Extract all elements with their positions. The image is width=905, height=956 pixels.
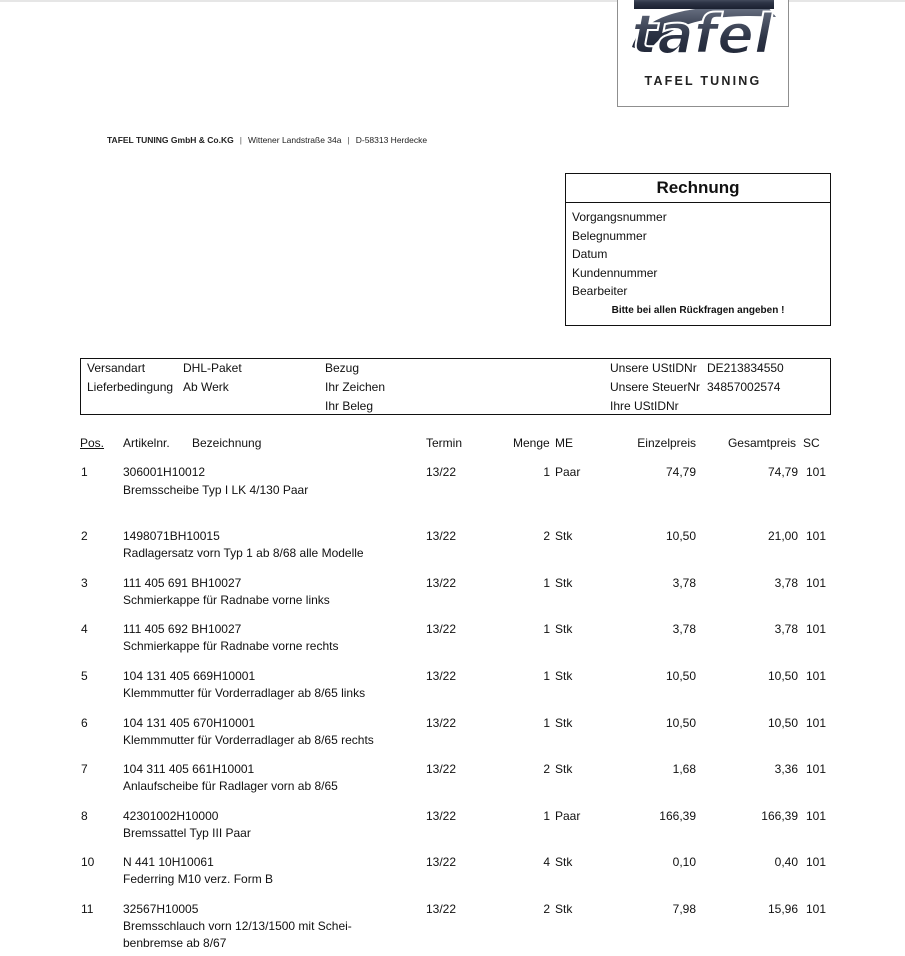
cell-bezeichnung: Klemmmutter für Vorderradlager ab 8/65 rechts <box>123 733 374 747</box>
label-belegnummer: Belegnummer <box>572 228 647 243</box>
cell-bezeichnung: Schmierkappe für Radnabe vorne links <box>123 593 330 607</box>
cell-sc: 101 <box>806 529 827 543</box>
cell-pos: 7 <box>81 762 88 776</box>
cell-me: Stk <box>555 576 573 590</box>
col-header-bezeichnung: Bezeichnung <box>192 436 262 450</box>
table-row <box>0 620 905 664</box>
cell-pos: 4 <box>81 622 88 636</box>
cell-termin: 13/22 <box>426 669 457 683</box>
cell-pos: 2 <box>81 529 88 543</box>
cell-termin: 13/22 <box>426 809 457 823</box>
invoice-note: Bitte bei allen Rückfragen angeben ! <box>611 305 785 316</box>
cell-me: Paar <box>555 809 581 823</box>
col-header-menge: Menge <box>513 436 550 450</box>
cell-einzelpreis: 74,79 <box>665 465 696 479</box>
svg-text:tafel: tafel <box>631 3 773 65</box>
cell-artikelnr: 1498071BH10015 <box>123 529 220 543</box>
cell-gesamtpreis: 0,40 <box>774 855 798 869</box>
ihr-zeichen-label: Ihr Zeichen <box>325 380 386 394</box>
cell-sc: 101 <box>806 576 827 590</box>
cell-artikelnr: 32567H10005 <box>123 902 199 916</box>
sender-address-line <box>107 135 427 145</box>
unsere-ustidnr-value: DE213834550 <box>707 361 784 375</box>
cell-pos: 6 <box>81 716 88 730</box>
table-row <box>0 760 905 804</box>
cell-sc: 101 <box>806 809 827 823</box>
cell-einzelpreis: 10,50 <box>665 716 696 730</box>
cell-gesamtpreis: 3,78 <box>774 576 798 590</box>
cell-einzelpreis: 3,78 <box>672 622 696 636</box>
cell-menge: 1 <box>543 669 550 683</box>
cell-bezeichnung: Radlagersatz vorn Typ 1 ab 8/68 alle Modelle <box>123 546 364 560</box>
cell-termin: 13/22 <box>426 902 457 916</box>
cell-pos: 8 <box>81 809 88 823</box>
cell-pos: 3 <box>81 576 88 590</box>
cell-me: Stk <box>555 669 573 683</box>
cell-termin: 13/22 <box>426 465 457 479</box>
unsere-steuernr-value: 34857002574 <box>707 380 781 394</box>
cell-bezeichnung: Bremssattel Typ III Paar <box>123 826 251 840</box>
cell-einzelpreis: 10,50 <box>665 669 696 683</box>
col-header-pos: Pos. <box>80 436 105 450</box>
cell-pos: 11 <box>81 902 94 916</box>
cell-artikelnr: 104 131 405 669H10001 <box>123 669 256 683</box>
cell-termin: 13/22 <box>426 762 457 776</box>
col-header-sc: SC <box>803 436 820 450</box>
unsere-steuernr-label: Unsere SteuerNr <box>610 380 701 394</box>
separator: | <box>239 135 242 145</box>
lieferbedingung-value: Ab Werk <box>183 380 229 394</box>
cell-me: Stk <box>555 762 573 776</box>
cell-bezeichnung: Anlaufscheibe für Radlager vorn ab 8/65 <box>123 779 338 793</box>
col-header-einzelpreis: Einzelpreis <box>637 436 696 450</box>
cell-me: Stk <box>555 716 573 730</box>
cell-bezeichnung: Bremsscheibe Typ I LK 4/130 Paar <box>123 483 309 497</box>
cell-artikelnr: 306001H10012 <box>123 465 206 479</box>
cell-einzelpreis: 166,39 <box>659 809 696 823</box>
cell-artikelnr: 42301002H10000 <box>123 809 219 823</box>
cell-pos: 1 <box>81 465 88 479</box>
cell-artikelnr: N 441 10H10061 <box>123 855 214 869</box>
cell-gesamtpreis: 10,50 <box>767 669 798 683</box>
cell-gesamtpreis: 3,78 <box>774 622 798 636</box>
col-header-gesamtpreis: Gesamtpreis <box>727 436 796 450</box>
ihr-beleg-label: Ihr Beleg <box>325 399 374 413</box>
versandart-value: DHL-Paket <box>183 361 242 375</box>
cell-einzelpreis: 0,10 <box>672 855 696 869</box>
table-row <box>0 667 905 711</box>
cell-gesamtpreis: 74,79 <box>767 465 798 479</box>
logo-text: TAFEL TUNING <box>644 74 762 88</box>
cell-me: Stk <box>555 529 573 543</box>
invoice-title: Rechnung <box>566 174 830 203</box>
lieferbedingung-label: Lieferbedingung <box>87 380 174 394</box>
label-kundennummer: Kundennummer <box>572 265 658 280</box>
cell-menge: 1 <box>543 809 550 823</box>
cell-bezeichnung: Bremsschlauch vorn 12/13/1500 mit Schei- <box>123 919 352 933</box>
cell-bezeichnung: Klemmmutter für Vorderradlager ab 8/65 links <box>123 686 366 700</box>
ihre-ustidnr-label: Ihre UStIDNr <box>610 399 679 413</box>
cell-artikelnr: 111 405 691 BH10027 <box>123 576 242 590</box>
label-bearbeiter: Bearbeiter <box>572 284 628 299</box>
cell-einzelpreis: 7,98 <box>672 902 696 916</box>
cell-menge: 2 <box>543 762 550 776</box>
sender-city: D-58313 Herdecke <box>355 135 428 145</box>
cell-gesamtpreis: 10,50 <box>767 716 798 730</box>
cell-menge: 1 <box>543 576 550 590</box>
tafel-logo-mark-icon <box>628 0 780 65</box>
cell-me: Stk <box>555 855 573 869</box>
cell-me: Stk <box>555 622 573 636</box>
cell-pos: 5 <box>81 669 88 683</box>
col-header-termin: Termin <box>426 436 463 450</box>
invoice-reference-box <box>565 173 831 326</box>
cell-menge: 1 <box>543 716 550 730</box>
cell-me: Stk <box>555 902 573 916</box>
cell-termin: 13/22 <box>426 529 457 543</box>
cell-einzelpreis: 3,78 <box>672 576 696 590</box>
cell-bezeichnung: Schmierkappe für Radnabe vorne rechts <box>123 639 339 653</box>
cell-gesamtpreis: 3,36 <box>774 762 798 776</box>
col-header-me: ME <box>555 436 573 450</box>
col-header-artikelnr: Artikelnr. <box>123 436 170 450</box>
table-row <box>0 853 905 897</box>
cell-bezeichnung-line2: benbremse ab 8/67 <box>123 936 227 950</box>
cell-gesamtpreis: 15,96 <box>767 902 798 916</box>
cell-sc: 101 <box>806 855 827 869</box>
unsere-ustidnr-label: Unsere UStIDNr <box>610 361 697 375</box>
label-vorgangsnummer: Vorgangsnummer <box>572 210 667 224</box>
table-row <box>0 527 905 571</box>
cell-sc: 101 <box>806 902 827 916</box>
cell-artikelnr: 111 405 692 BH10027 <box>123 622 242 636</box>
cell-termin: 13/22 <box>426 716 457 730</box>
cell-artikelnr: 104 311 405 661H10001 <box>123 762 255 776</box>
cell-termin: 13/22 <box>426 622 457 636</box>
cell-sc: 101 <box>806 622 827 636</box>
cell-menge: 4 <box>543 855 550 869</box>
cell-termin: 13/22 <box>426 855 457 869</box>
cell-me: Paar <box>555 465 581 479</box>
label-datum: Datum <box>572 247 608 262</box>
cell-gesamtpreis: 21,00 <box>767 529 798 543</box>
sender-street: Wittener Landstraße 34a <box>247 135 342 145</box>
cell-artikelnr: 104 131 405 670H10001 <box>123 716 256 730</box>
table-row <box>0 463 905 507</box>
cell-einzelpreis: 10,50 <box>665 529 696 543</box>
cell-menge: 1 <box>543 622 550 636</box>
table-row <box>0 714 905 758</box>
table-row <box>0 900 905 956</box>
cell-menge: 1 <box>543 465 550 479</box>
cell-sc: 101 <box>806 465 827 479</box>
table-row <box>0 807 905 851</box>
cell-menge: 2 <box>543 529 550 543</box>
cell-termin: 13/22 <box>426 576 457 590</box>
shipping-info-box <box>80 358 831 415</box>
table-row <box>0 574 905 618</box>
company-logo <box>617 0 789 107</box>
cell-sc: 101 <box>806 669 827 683</box>
cell-menge: 2 <box>543 902 550 916</box>
cell-sc: 101 <box>806 762 827 776</box>
cell-sc: 101 <box>806 716 827 730</box>
bezug-label: Bezug <box>325 361 360 375</box>
cell-einzelpreis: 1,68 <box>672 762 696 776</box>
sender-name: TAFEL TUNING GmbH & Co.KG <box>107 135 234 145</box>
separator: | <box>347 135 350 145</box>
cell-bezeichnung: Federring M10 verz. Form B <box>123 872 274 886</box>
cell-pos: 10 <box>81 855 95 869</box>
versandart-label: Versandart <box>87 361 146 375</box>
cell-gesamtpreis: 166,39 <box>761 809 798 823</box>
